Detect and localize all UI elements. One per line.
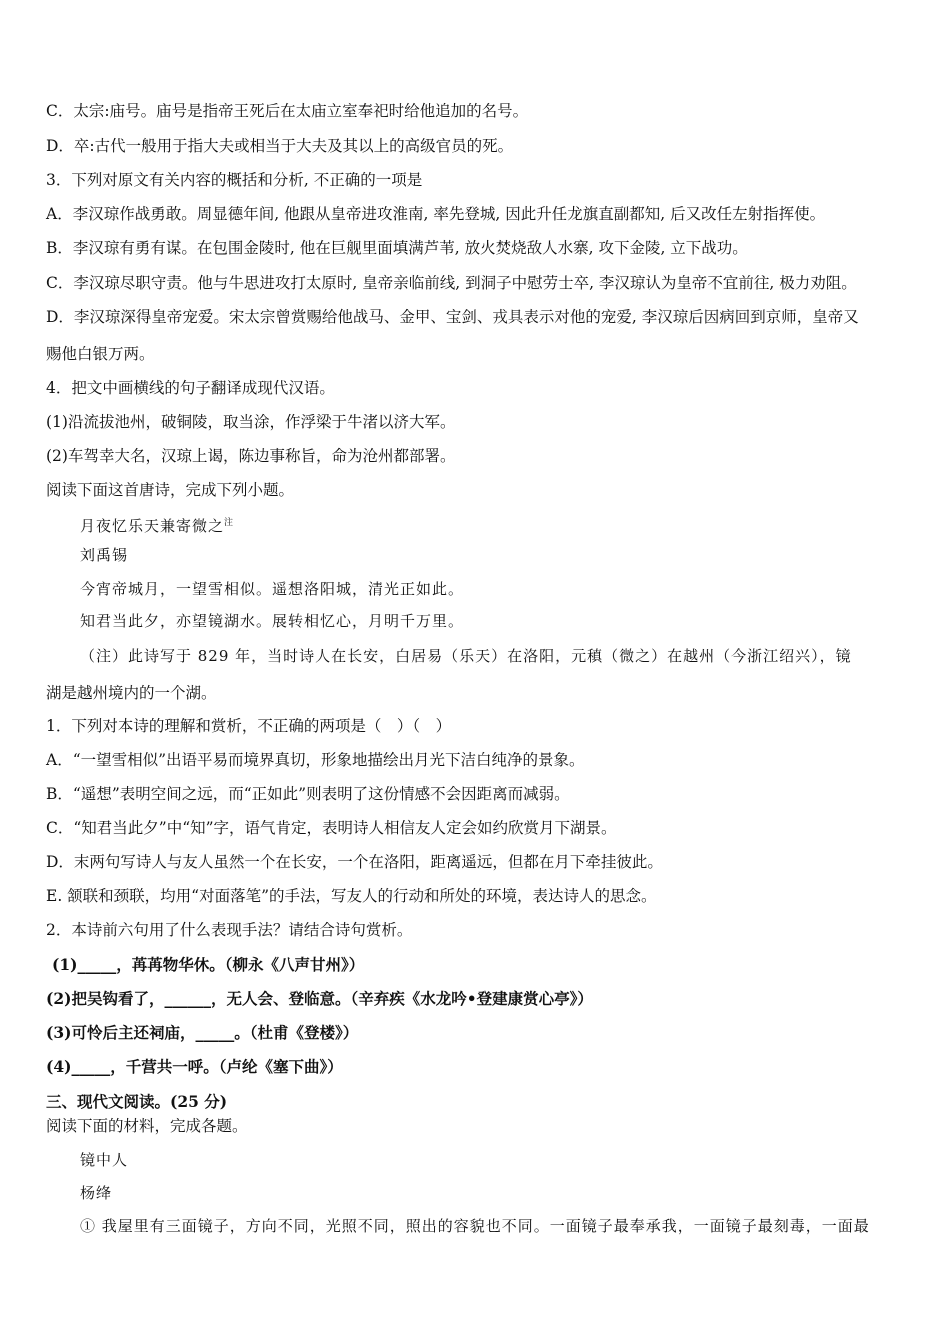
fill-blank-3: (3)可怜后主还祠庙，_____。（杜甫《登楼》） xyxy=(46,1023,359,1042)
poem-lines-2: 知君当此夕，亦望镜湖水。展转相忆心，月明千万里。 xyxy=(80,612,465,630)
essay-paragraph-1: ① 我屋里有三面镜子，方向不同，光照不同，照出的容貌也不同。一面镜子最奉承我，一面镜子最刻毒，一面最 xyxy=(80,1217,870,1235)
poem-lines-1: 今宵帝城月，一望雪相似。遥想洛阳城，清光正如此。 xyxy=(80,580,465,598)
question-4: 4．把文中画横线的句子翻译成现代汉语。 xyxy=(46,379,335,397)
pq1-option-d: D．末两句写诗人与友人虽然一个在长安，一个在洛阳，距离遥远，但都在月下牵挂彼此。 xyxy=(46,853,663,871)
pq1-option-b: B．“遥想”表明空间之远，而“正如此”则表明了这份情感不会因距离而减弱。 xyxy=(46,785,570,803)
q3-option-a: A．李汉琼作战勇敢。周显德年间, 他跟从皇帝进攻淮南, 率先登城, 因此升任龙旗直副都知, 后又改任左射指挥使。 xyxy=(46,205,826,223)
pq1-option-a: A．“一望雪相似”出语平易而境界真切，形象地描绘出月光下洁白纯净的景象。 xyxy=(46,751,585,769)
poem-title xyxy=(80,513,910,536)
q3-option-c: C．李汉琼尽职守责。他与牛思进攻打太原时, 皇帝亲临前线, 到洞子中慰劳士卒, 李汉琼认为皇帝不宜前往, 极力劝阻。 xyxy=(46,274,857,292)
option-c-taizong: C．太宗:庙号。庙号是指帝王死后在太庙立室奉祀时给他追加的名号。 xyxy=(46,102,529,120)
question-3: 3．下列对原文有关内容的概括和分析, 不正确的一项是 xyxy=(46,171,423,189)
q3-option-d-cont: 赐他白银万两。 xyxy=(46,345,155,363)
fill-blank-2: (2)把吴钩看了，______，无人会、登临意。（辛弃疾《水龙吟•登建康赏心亭》） xyxy=(46,989,593,1008)
poem-instruction: 阅读下面这首唐诗，完成下列小题。 xyxy=(46,481,295,499)
q4-sentence-2: (2)车驾幸大名，汉琼上谒，陈边事称旨，命为沧州都部署。 xyxy=(46,447,456,465)
poem-note: （注）此诗写于 829 年，当时诗人在长安，白居易（乐天）在洛阳，元稹（微之）在越州（今浙江绍兴），镜 xyxy=(80,647,852,665)
q3-option-b: B．李汉琼有勇有谋。在包围金陵时, 他在巨舰里面填满芦苇, 放火焚烧敌人水寨, 攻下金陵, 立下战功。 xyxy=(46,239,748,257)
fill-blank-4: (4)_____，千营共一呼。（卢纶《塞下曲》） xyxy=(46,1057,343,1076)
essay-author: 杨绛 xyxy=(80,1184,113,1202)
poem-note-cont: 湖是越州境内的一个湖。 xyxy=(46,684,217,702)
section-3-heading: 三、现代文阅读。(25 分) xyxy=(46,1092,228,1111)
pq1-option-e: E. 颔联和颈联，均用“对面落笔”的手法，写友人的行动和所处的环境，表达诗人的思念。 xyxy=(46,887,657,905)
poem-author: 刘禹锡 xyxy=(80,546,129,564)
essay-title: 镜中人 xyxy=(80,1151,129,1169)
q3-option-d: D．李汉琼深得皇帝宠爱。宋太宗曾赏赐给他战马、金甲、宝剑、戎具表示对他的宠爱, 李汉琼后因病回到京师，皇帝又 xyxy=(46,308,859,326)
poem-title-note-mark: 注 xyxy=(224,518,235,528)
poem-question-2: 2．本诗前六句用了什么表现手法？请结合诗句赏析。 xyxy=(46,921,413,939)
poem-title-text: 月夜忆乐天兼寄微之 xyxy=(80,517,225,535)
pq1-option-c: C．“知君当此夕”中“知”字，语气肯定，表明诗人相信友人定会如约欣赏月下湖景。 xyxy=(46,819,617,837)
reading-instruction: 阅读下面的材料，完成各题。 xyxy=(46,1117,248,1135)
q4-sentence-1: (1)沿流拔池州，破铜陵，取当涂，作浮梁于牛渚以济大军。 xyxy=(46,413,456,431)
poem-question-1: 1．下列对本诗的理解和赏析，不正确的两项是（ ）（ ） xyxy=(46,717,452,735)
fill-blank-1: (1)_____，苒苒物华休。（柳永《八声甘州》） xyxy=(52,955,365,974)
option-d-zu: D．卒:古代一般用于指大夫或相当于大夫及其以上的高级官员的死。 xyxy=(46,137,514,155)
